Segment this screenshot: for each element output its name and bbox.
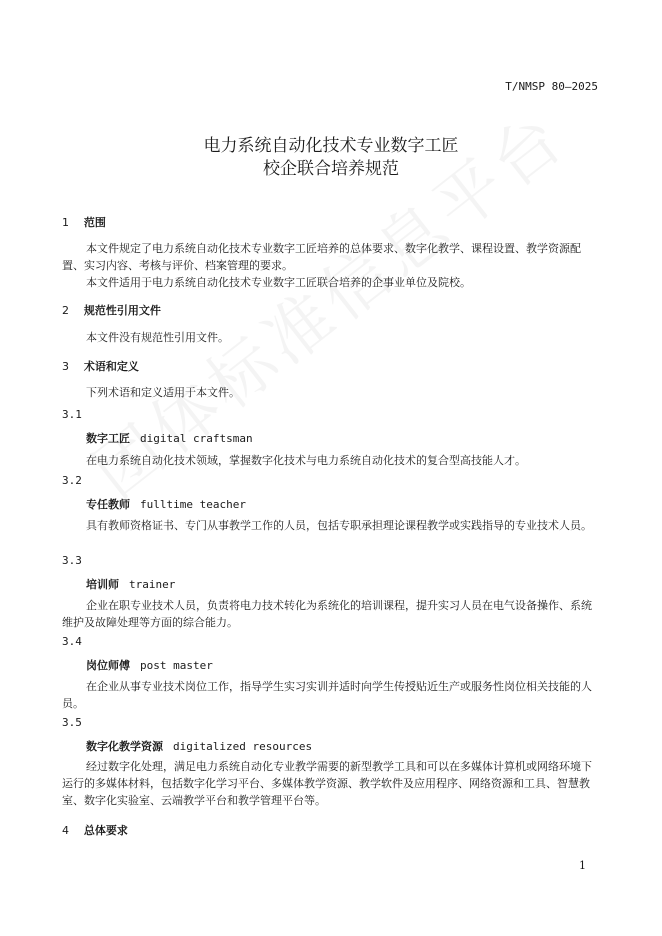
section-number: 2 xyxy=(62,304,69,317)
term-chinese: 岗位师傅 xyxy=(86,659,130,672)
section-4-heading xyxy=(62,822,128,838)
section-2-paragraph-1: 本文件没有规范性引用文件。 xyxy=(86,331,229,344)
term-number: 3.5 xyxy=(62,716,82,729)
section-number: 1 xyxy=(62,216,69,229)
section-3-paragraph-1: 下列术语和定义适用于本文件。 xyxy=(86,386,240,399)
term-heading xyxy=(86,576,175,592)
document-number: T/NMSP 80—2025 xyxy=(505,80,598,93)
term-heading xyxy=(86,496,246,512)
term-heading xyxy=(86,657,213,673)
term-chinese: 数字工匠 xyxy=(86,432,130,445)
term-definition: 经过数字化处理，满足电力系统自动化专业教学需要的新型教学工具和可以在多媒体计算机或网络环境下运行的多媒体材料，包括数字化学习平台、多媒体教学资源、教学软件及应用程序、网络资源和工具、智慧教室、数字化实验室、云端教学平台和教学管理平台等。 xyxy=(62,760,592,807)
page-number: 1 xyxy=(579,859,586,872)
term-definition: 企业在职专业技术人员，负责将电力技术转化为系统化的培训课程，提升实习人员在电气设备操作、系统维护及故障处理等方面的综合能力。 xyxy=(62,599,592,629)
term-definition: 在电力系统自动化技术领域，掌握数字化技术与电力系统自动化技术的复合型高技能人才。 xyxy=(86,454,526,467)
term-english: digital craftsman xyxy=(140,432,253,445)
term-english: digitalized resources xyxy=(173,740,313,753)
section-number: 4 xyxy=(62,824,69,837)
section-1-paragraph-2: 本文件适用于电力系统自动化技术专业数字工匠联合培养的企事业单位及院校。 xyxy=(86,276,471,289)
term-english: trainer xyxy=(129,578,176,591)
term-number: 3.1 xyxy=(62,408,82,421)
section-1-paragraph-1: 本文件规定了电力系统自动化技术专业数字工匠培养的总体要求、数字化教学、课程设置、教学资源配置、实习内容、考核与评价、档案管理的要求。 xyxy=(62,242,581,272)
section-2-heading xyxy=(62,302,161,318)
term-number: 3.4 xyxy=(62,635,82,648)
term-number: 3.2 xyxy=(62,474,82,487)
document-title-line2: 校企联合培养规范 xyxy=(263,159,399,179)
section-title: 规范性引用文件 xyxy=(83,304,161,317)
section-title: 总体要求 xyxy=(83,824,128,837)
term-chinese: 专任教师 xyxy=(86,498,130,511)
term-english: post master xyxy=(140,659,213,672)
section-1-heading xyxy=(62,214,106,230)
term-english: fulltime teacher xyxy=(140,498,246,511)
section-number: 3 xyxy=(62,360,69,373)
term-definition: 在企业从事专业技术岗位工作，指导学生实习实训并适时向学生传授贴近生产或服务性岗位相关技能的人员。 xyxy=(62,680,592,710)
term-definition: 具有教师资格证书、专门从事教学工作的人员，包括专职承担理论课程教学或实践指导的专业技术人员。 xyxy=(86,519,592,532)
term-heading xyxy=(86,738,312,754)
term-chinese: 培训师 xyxy=(86,578,119,591)
term-number: 3.3 xyxy=(62,554,82,567)
term-heading xyxy=(86,430,253,446)
document-title-line1: 电力系统自动化技术专业数字工匠 xyxy=(203,136,459,156)
term-chinese: 数字化教学资源 xyxy=(86,740,163,753)
section-3-heading xyxy=(62,358,139,374)
section-title: 术语和定义 xyxy=(83,360,139,373)
section-title: 范围 xyxy=(83,216,106,229)
